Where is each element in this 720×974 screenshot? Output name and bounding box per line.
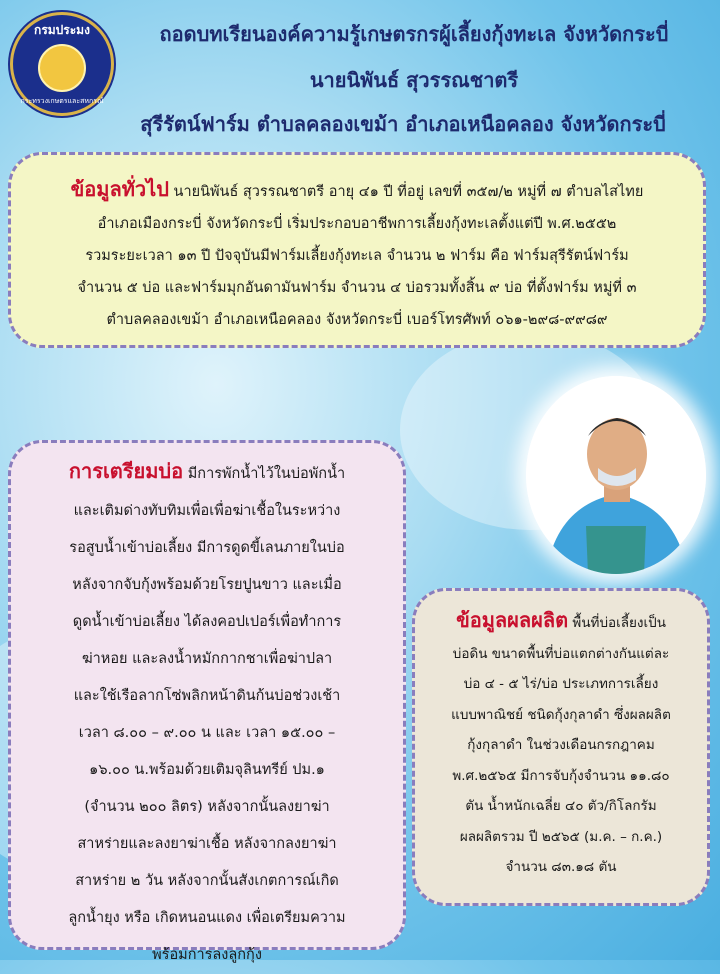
pond-line: และใช้เรือลากโซ่พลิกหน้าดินก้นบ่อช่วงเช้า: [73, 688, 341, 704]
production-info-heading: ข้อมูลผลผลิต: [456, 608, 569, 632]
department-logo: [10, 12, 114, 116]
general-line: จำนวน ๕ บ่อ และฟาร์มมุกอันดามันฟาร์ม จำนวน ๔ บ่อรวมทั้งสิ้น ๙ บ่อ ที่ตั้งฟาร์ม หมู่ที่ ๓: [77, 280, 637, 296]
logo-text-bottom: กระทรวงเกษตรและสหกรณ์: [20, 97, 104, 105]
production-line: ตัน น้ำหนักเฉลี่ย ๔๐ ตัว/กิโลกรัม: [465, 798, 657, 814]
pond-line: เวลา ๘.๐๐ – ๙.๐๐ น และ เวลา ๑๕.๐๐ –: [78, 725, 336, 741]
pond-line: สาหร่ายและลงยาฆ่าเชื้อ หลังจากลงยาฆ่า: [77, 836, 337, 852]
production-line: บ่อ ๔ - ๕ ไร่/บ่อ ประเภทการเลี้ยง: [463, 676, 659, 692]
pond-preparation-heading: การเตรียมบ่อ: [68, 459, 184, 483]
pond-line: ๑๖.๐๐ น.พร้อมด้วยเติมจุลินทรีย์ ปม.๑: [89, 762, 325, 778]
general-line: รวมระยะเวลา ๑๓ ปี ปัจจุบันมีฟาร์มเลี้ยงกุ้งทะเล จำนวน ๒ ฟาร์ม คือ ฟาร์มสุรีรัตน์ฟาร์ม: [85, 248, 629, 264]
pond-line: ฆ่าหอย และลงน้ำหมักกากชาเพื่อฆ่าปลา: [81, 651, 333, 667]
title-line-1: ถอดบทเรียนองค์ความรู้เกษตรกรผู้เลี้ยงกุ้งทะเล จังหวัดกระบี่: [159, 22, 669, 46]
production-line: พื้นที่บ่อเลี้ยงเป็น: [568, 615, 666, 631]
title-line-2: นายนิพันธ์ สุวรรณชาตรี: [309, 68, 519, 92]
pond-line: สาหร่าย ๒ วัน หลังจากนั้นสังเกตการณ์เกิด: [75, 873, 339, 889]
general-line: นายนิพันธ์ สุวรรณชาตรี อายุ ๔๑ ปี ที่อยู่ เลขที่ ๓๕๗/๒ หมู่ที่ ๗ ตำบลไสไทย: [168, 184, 644, 200]
production-line: จำนวน ๘๓.๑๘ ตัน: [505, 859, 617, 875]
general-info-heading: ข้อมูลทั่วไป: [70, 177, 169, 201]
pond-line: มีการพักน้ำไว้ในบ่อพักน้ำ: [183, 466, 346, 482]
pond-line: และเติมด่างทับทิมเพื่อเพื่อฆ่าเชื้อในระหว่าง: [73, 503, 341, 519]
pond-line: ลูกน้ำยุง หรือ เกิดหนอนแดง เพื่อเตรียมความ: [68, 910, 346, 926]
production-line: บ่อดิน ขนาดพื้นที่บ่อแตกต่างกันแต่ละ: [452, 645, 670, 662]
pond-line: ดูดน้ำเข้าบ่อเลี้ยง ได้ลงคอปเปอร์เพื่อทำการ: [72, 614, 342, 630]
pond-preparation-box: [8, 440, 406, 963]
farmer-photo: [526, 376, 706, 574]
production-line: แบบพาณิชย์ ชนิดกุ้งกุลาดำ ซึ่งผลผลิต: [451, 706, 671, 723]
pond-line: พร้อมการลงลูกกุ้ง: [152, 947, 262, 963]
production-line: กุ้งกุลาดำ ในช่วงเดือนกรกฎาคม: [467, 737, 655, 753]
general-line: อำเภอเมืองกระบี่ จังหวัดกระบี่ เริ่มประกอบอาชีพการเลี้ยงกุ้งทะเลตั้งแต่ปี พ.ศ.๒๕๕๒: [97, 216, 617, 232]
production-line: พ.ศ.๒๕๖๕ มีการจับกุ้งจำนวน ๑๑.๘๐: [452, 767, 670, 784]
title-line-3: สุรีรัตน์ฟาร์ม ตำบลคลองเขม้า อำเภอเหนือคลอง จังหวัดกระบี่: [140, 112, 666, 136]
emblem-icon: [38, 44, 86, 92]
production-info-box: [412, 588, 710, 906]
logo-text-top: กรมประมง: [34, 23, 90, 37]
pond-line: รอสูบน้ำเข้าบ่อเลี้ยง มีการดูดขี้เลนภายในบ่อ: [69, 540, 345, 556]
general-line: ตำบลคลองเขม้า อำเภอเหนือคลอง จังหวัดกระบี่ เบอร์โทรศัพท์ ๐๖๑-๒๙๘-๙๙๘๙: [106, 312, 608, 328]
production-line: ผลผลิตรวม ปี ๒๕๖๕ (ม.ค. – ก.ค.): [459, 828, 663, 845]
pond-line: หลังจากจับกุ้งพร้อมด้วยโรยปูนขาว และเมื่อ: [72, 577, 342, 593]
general-info-box: [8, 152, 706, 348]
pond-line: (จำนวน ๒๐๐ ลิตร) หลังจากนั้นลงยาฆ่า: [84, 799, 330, 815]
